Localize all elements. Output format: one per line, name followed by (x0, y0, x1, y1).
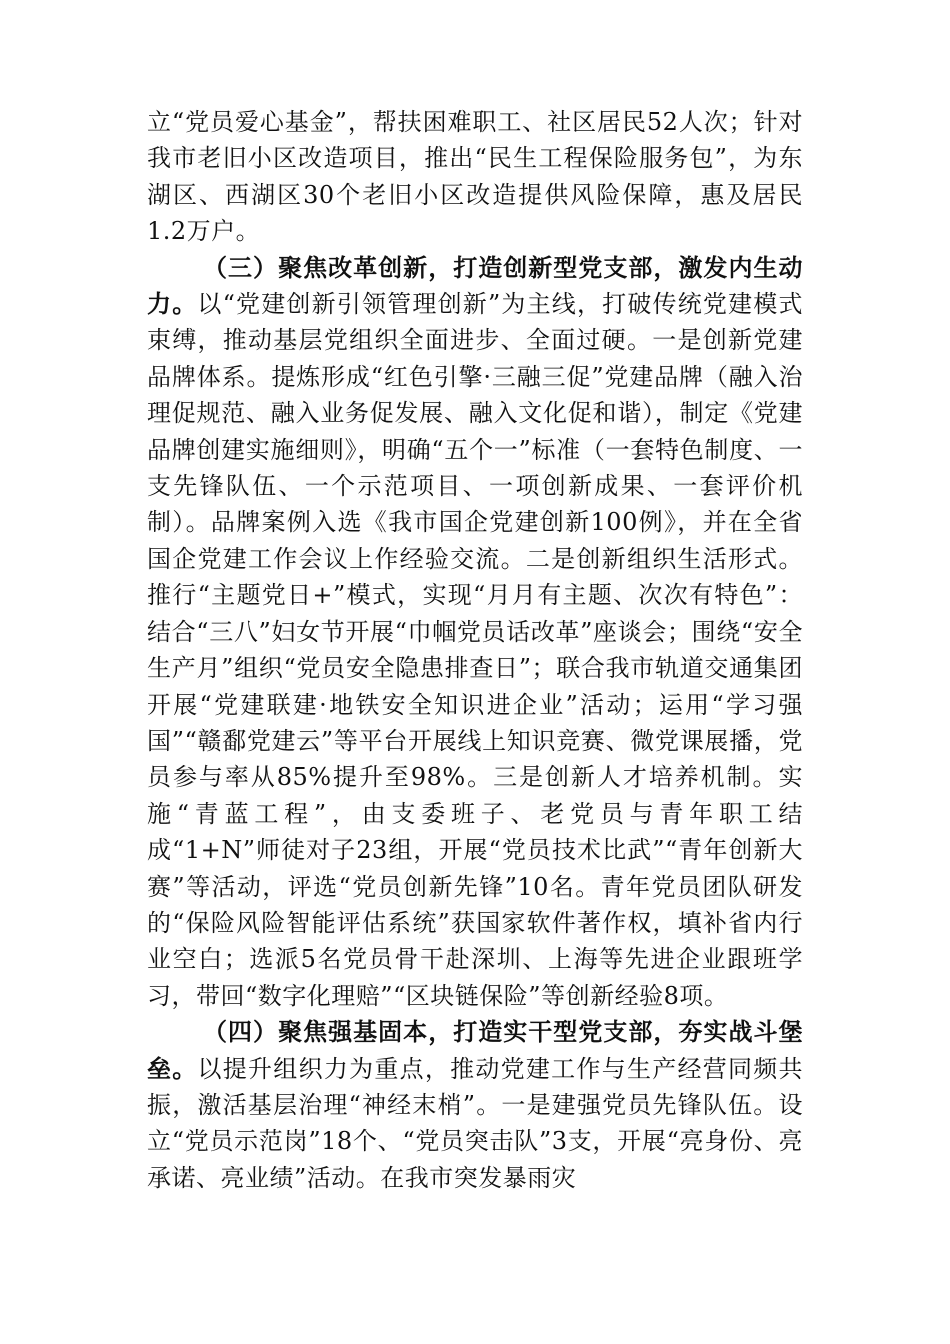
section-three-heading: （三）聚焦改革创新，打造创新型党支部，激发内生动力。 (147, 252, 803, 319)
paragraph-1-text: 立“党员爱心基金”，帮扶困难职工、社区居民52人次；针对我市老旧小区改造项目，推出“民生工程保险服务包”，为东湖区、西湖区30个老旧小区改造提供风险保障，惠及居民1.2万户。 (147, 108, 803, 246)
section-four-heading: （四）聚焦强基固本，打造实干型党支部，夯实战斗堡垒。 (147, 1017, 803, 1083)
section-three-paragraph (147, 250, 803, 1015)
document-page (147, 104, 803, 1196)
section-three-text: 以“党建创新引领管理创新”为主线，打破传统党建模式束缚，推动基层党组织全面进步、全面过硬。一是创新党建品牌体系。提炼形成“红色引擎·三融三促”党建品牌（融入治理促规范、融入业务促发展、融入文化促和谐），制定《党建品牌创建实施细则》，明确“五个一”标准（一套特色制度、一支先锋队伍、一个示范项目、一项创新成果、一套评价机制）。品牌案例入选《我市国企党建创新100例》，并在全省国企党建工作会议上作经验交流。二是创新组织生活形式。推行“主题党日+”模式，实现“月月有主题、次次有特色”：结合“三八”妇女节开展“巾帼党员话改革”座谈会；围绕“安全生产月”组织“党员安全隐患排查日”；联合我市轨道交通集团开展“党建联建·地铁安全知识进企业”活动；运用“学习强国”“赣鄱党建云”等平台开展线上知识竞赛、微党课展播，党员参与率从85%提升至98%。三是创新人才培养机制。实施“青蓝工程”，由支委班子、老党员与青年职工结成“1+N”师徒对子23组，开展“党员技术比武”“青年创新大赛”等活动，评选“党员创新先锋”10名。青年党员团队研发的“保险风险智能评估系统”获国家软件著作权，填补省内行业空白；选派5名党员骨干赴深圳、上海等先进企业跟班学习，带回“数字化理赔”“区块链保险”等创新经验8项。 (147, 290, 804, 1010)
section-four-text: 以提升组织力为重点，推动党建工作与生产经营同频共振，激活基层治理“神经末梢”。一是建强党员先锋队伍。设立“党员示范岗”18个、“党员突击队”3支，开展“亮身份、亮承诺、亮业绩”活动。在我市突发暴雨灾 (147, 1054, 804, 1192)
section-four-paragraph (147, 1014, 803, 1196)
paragraph-continuation (147, 104, 803, 250)
